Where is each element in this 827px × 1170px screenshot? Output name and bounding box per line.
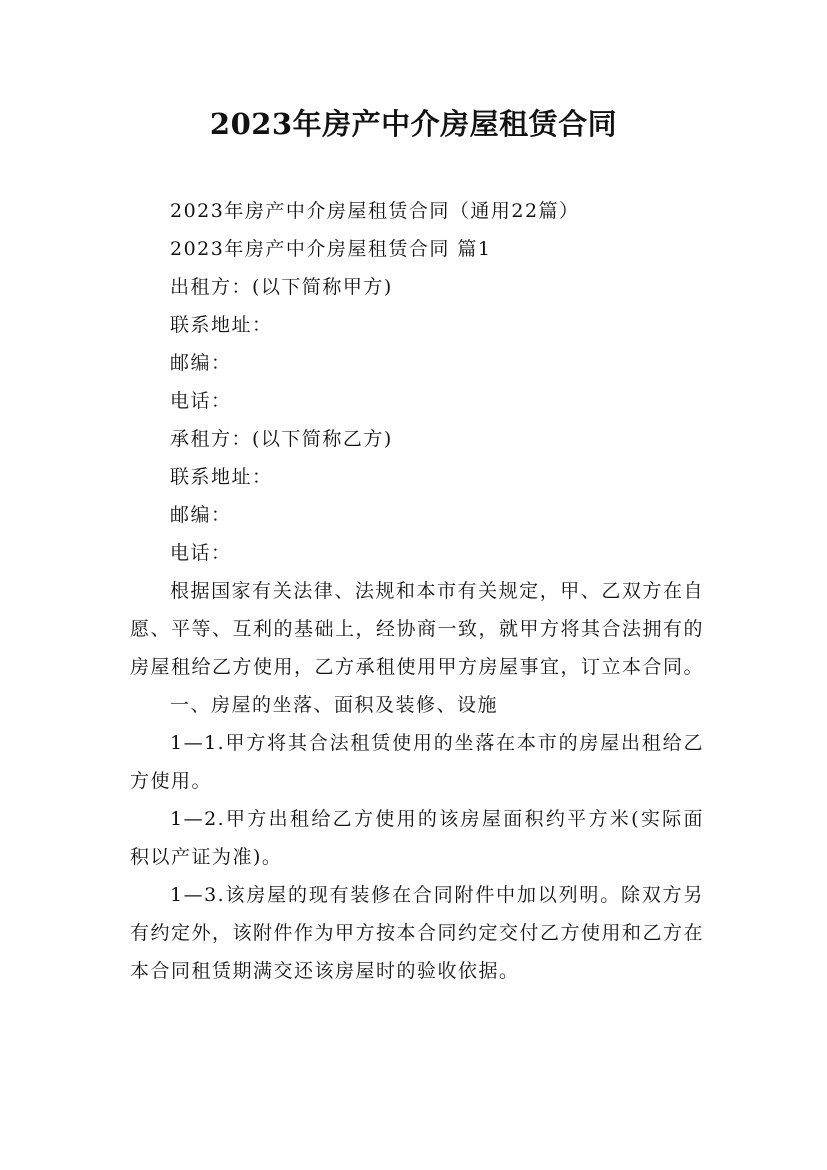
lessor-line: 出租方：(以下简称甲方) <box>170 276 393 298</box>
lessee-postcode-line: 邮编： <box>170 504 232 526</box>
intro-paragraph: 根据国家有关法律、法规和本市有关规定，甲、乙双方在自愿、平等、互利的基础上，经协商一致，就甲方将其合法拥有的房屋租给乙方使用，乙方承租使用甲方房屋事宜，订立本合同。 <box>130 580 705 678</box>
lessor-phone-line: 电话： <box>170 390 232 412</box>
lessee-line: 承租方：(以下简称乙方) <box>170 428 393 450</box>
lessee-phone-line: 电话： <box>170 542 232 564</box>
section-1-heading: 一、房屋的坐落、面积及装修、设施 <box>170 694 499 716</box>
document-body <box>130 192 704 990</box>
clause-1-1: 1—1.甲方将其合法租赁使用的坐落在本市的房屋出租给乙方使用。 <box>130 732 704 792</box>
lessor-postcode-line: 邮编： <box>170 352 232 374</box>
chapter-heading: 2023年房产中介房屋租赁合同 篇1 <box>170 238 492 260</box>
lessee-address-line: 联系地址： <box>170 466 273 488</box>
document-title: 2023年房产中介房屋租赁合同 <box>209 107 618 141</box>
clause-1-3: 1—3.该房屋的现有装修在合同附件中加以列明。除双方另有约定外，该附件作为甲方按本合同约定交付乙方使用和乙方在本合同租赁期满交还该房屋时的验收依据。 <box>130 884 705 982</box>
subtitle-line: 2023年房产中介房屋租赁合同（通用22篇） <box>170 200 580 222</box>
clause-1-2: 1—2.甲方出租给乙方使用的该房屋面积约平方米(实际面积以产证为准)。 <box>130 808 704 868</box>
lessor-address-line: 联系地址： <box>170 314 273 336</box>
